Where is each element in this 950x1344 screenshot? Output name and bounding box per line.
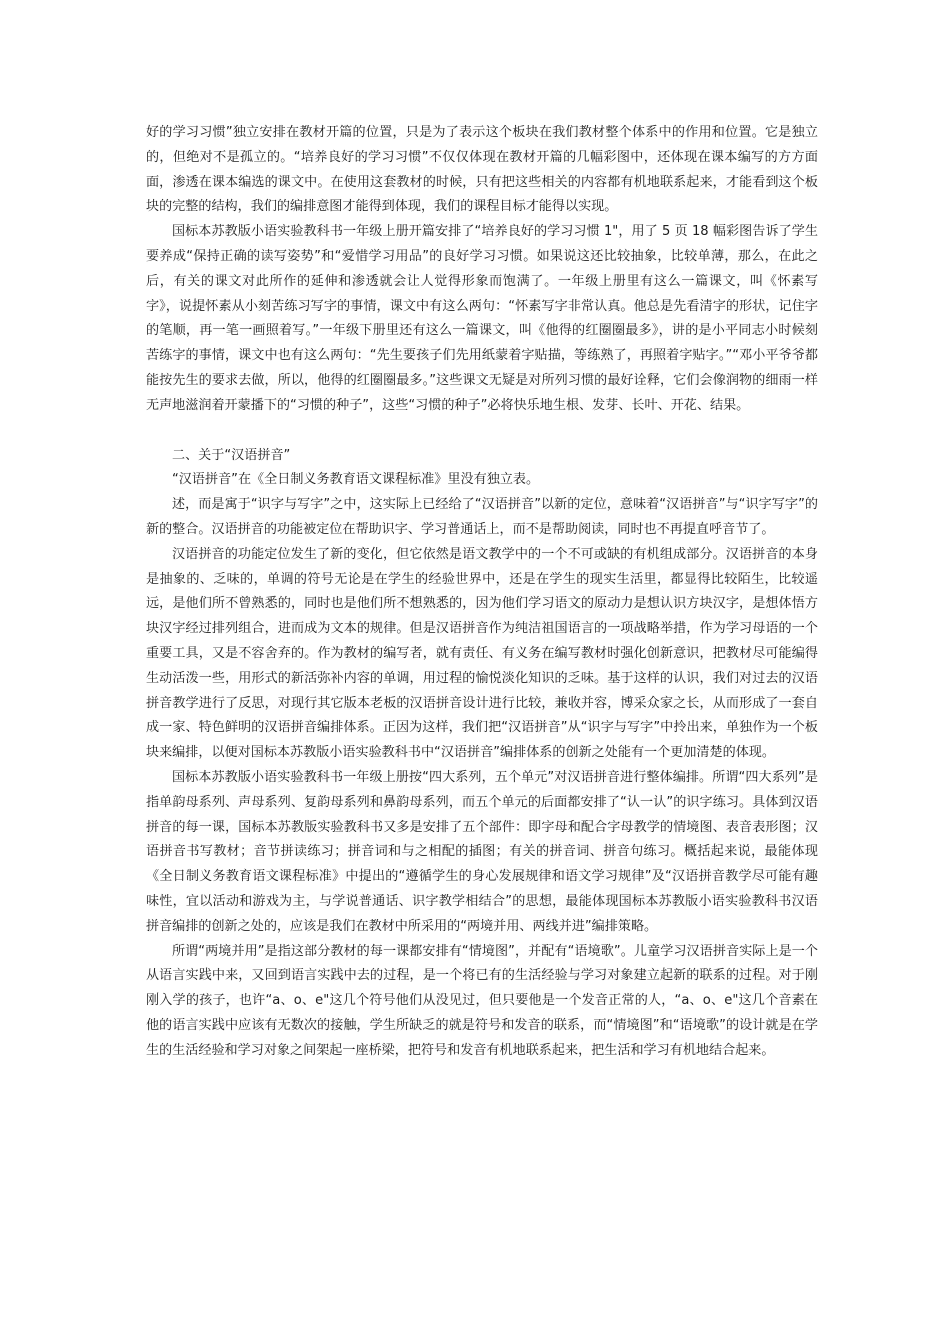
document-page (146, 121, 818, 1063)
paragraph-pinyin-function: 汉语拼音的功能定位发生了新的变化，但它依然是语文教学中的一个不可或缺的有机组成部分。汉语拼音的本身是抽象的、乏味的，单调的符号无论是在学生的经验世界中，还是在学生的现实生活里，都显得比较陌生，比较遥远，是他们所不曾熟悉的，同时也是他们所不想熟悉的，因为他们学习语文的原动力是想认识方块汉字，是想体悟方块汉字经过排列组合，进而成为文本的规律。但是汉语拼音作为纯洁祖国语言的一项战略举措，作为学习母语的一个重要工具，又是不容舍弃的。作为教材的编写者，就有责任、有义务在编写教材时强化创新意识，把教材尽可能编得生动活泼一些，用形式的新活弥补内容的单调，用过程的愉悦淡化知识的乏味。基于这样的认识，我们对过去的汉语拼音教学进行了反思，对现行其它版本老板的汉语拼音设计进行比较，兼收并容，博采众家之长，从而形成了一套自成一家、特色鲜明的汉语拼音编排体系。正因为这样，我们把“汉语拼音”从“识字与写字”中拎出来，单独作为一个板块来编排，以便对国标本苏教版小语实验教科书中“汉语拼音”编排体系的创新之处能有一个更加清楚的体现。 (146, 546, 818, 761)
paragraph-two-contexts: 所谓“两境并用”是指这部分教材的每一课都安排有“情境图”，并配有“语境歌”。儿童学习汉语拼音实际上是一个从语言实践中来，又回到语言实践中去的过程，是一个将已有的生活经验与学习对象建立起新的联系的过程。对于刚刚入学的孩子，也许“a、o、e"这几个符号他们从没见过，但只要他是一个发音正常的人，“a、o、e"这几个音素在他的语言实践中应该有无数次的接触，学生所缺乏的就是符号和发音的联系，而“情境图”和“语境歌”的设计就是在学生的生活经验和学习对象之间架起一座桥梁，把符号和发音有机地联系起来，把生活和学习有机地结合起来。 (146, 943, 818, 1058)
paragraph-habits-examples: 国标本苏教版小语实验教科书一年级上册开篇安排了“培养良好的学习习惯 1"，用了 5 页 18 幅彩图告诉了学生要养成“保持正确的读写姿势”和“爱惜学习用品”的良好学习习惯。如果说这还比较抽象，比较单薄，那么，在此之后，有关的课文对此所作的延伸和渗透就会让人觉得形象而饱满了。一年级上册里有这么一篇课文，叫《怀素写字》，说提怀素从小刻苦练习写字的事情，课文中有这么两句：“怀素写字非常认真。他总是先看清字的形状，记住字的笔顺，再一笔一画照着写。”一年级下册里还有这么一篇课文，叫《他得的红圈圈最多》，讲的是小平同志小时候刻苦练字的事情，课文中也有这么两句：“先生要孩子们先用纸蒙着字贴描，等练熟了，再照着字贴字。”“邓小平爷爷都能按先生的要求去做，所以，他得的红圈圈最多。”这些课文无疑是对所列习惯的最好诠释，它们会像润物的细雨一样无声地滋润着开蒙播下的“习惯的种子”，这些“习惯的种子”必将快乐地生根、发芽、长叶、开花、结果。 (146, 224, 818, 413)
paragraph-habits-continued: 好的学习习惯”独立安排在教材开篇的位置，只是为了表示这个板块在我们教材整个体系中的作用和位置。它是独立的，但绝对不是孤立的。“培养良好的学习习惯”不仅仅体现在教材开篇的几幅彩图中，还体现在课本编写的方方面面，渗透在课本编选的课文中。在使用这套教材的时候，只有把这些相关的内容都有机地联系起来，才能看到这个板块的完整的结构，我们的编排意图才能得到体现，我们的课程目标才能得以实现。 (146, 125, 818, 215)
section-heading-pinyin: 二、关于“汉语拼音” (172, 447, 291, 463)
paragraph-pinyin-standard: “汉语拼音”在《全日制义务教育语文课程标准》里没有独立表。 (172, 472, 540, 488)
paragraph-pinyin-arrangement: 国标本苏教版小语实验教科书一年级上册按“四大系列，五个单元”对汉语拼音进行整体编排。所谓“四大系列”是指单韵母系列、声母系列、复韵母系列和鼻韵母系列，而五个单元的后面都安排了“认一认”的识字练习。具体到汉语拼音的每一课，国标本苏教版实验教科书又多是安排了五个部件：即字母和配合字母教学的情境图、表音表形图；汉语拼音书写教材；音节拼读练习；拼音词和与之相配的插图；有关的拼音词、拼音句练习。概括起来说，最能体现《全日制义务教育语文课程标准》中提出的“遵循学生的身心发展规律和语文学习规律”及“汉语拼音教学尽可能有趣味性，宜以活动和游戏为主，与学说普通话、识字教学相结合”的思想，最能体现国标本苏教版小语实验教科书汉语拼音编排的创新之处的，应该是我们在教材中所采用的“两境并用、两线并进”编排策略。 (146, 769, 818, 934)
paragraph-pinyin-positioning: 述，而是寓于“识字与写字”之中，这实际上已经给了“汉语拼音”以新的定位，意味着“汉语拼音”与“识字写字”的新的整合。汉语拼音的功能被定位在帮助识字、学习普通话上，而不是帮助阅读，同时也不再提直呼音节了。 (146, 497, 818, 537)
section-spacer (146, 419, 818, 444)
